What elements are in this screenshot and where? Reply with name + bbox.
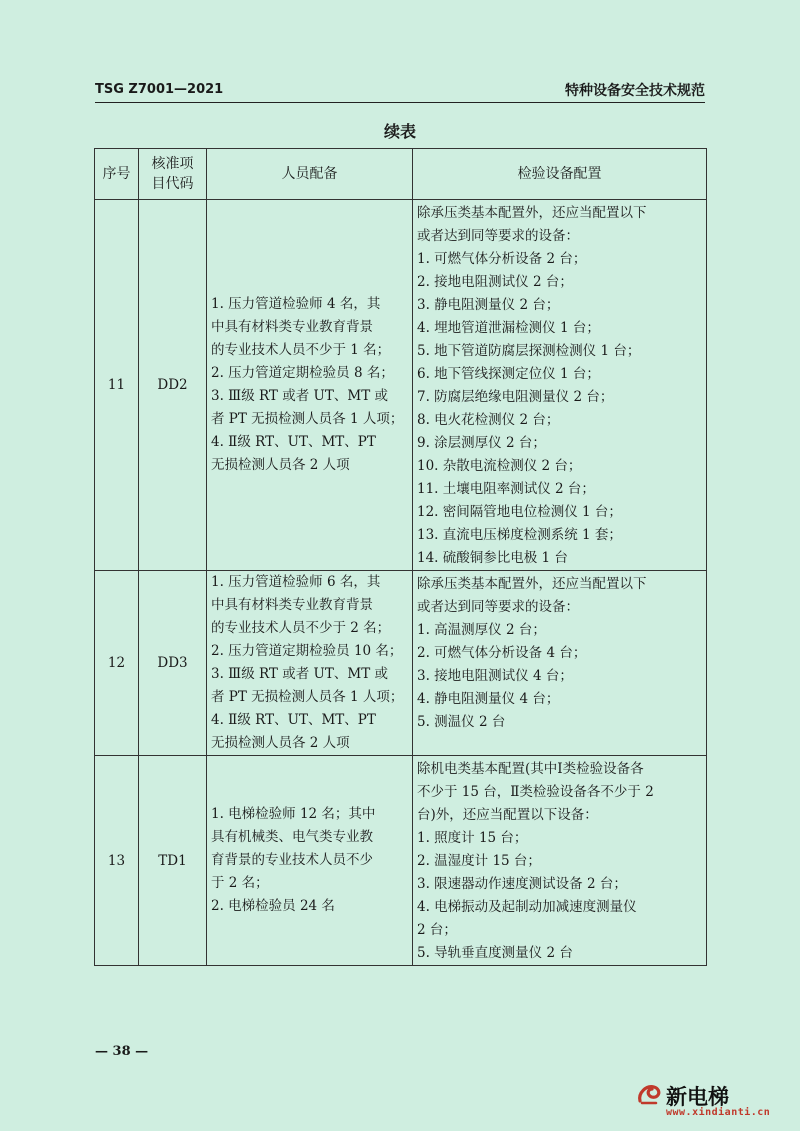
table-row <box>95 200 707 571</box>
equipment-line: 1. 可燃气体分析设备 2 台； <box>417 251 587 267</box>
equipment-line: 1. 照度计 15 台； <box>417 830 528 846</box>
equipment-line: 或者达到同等要求的设备： <box>417 228 579 244</box>
equipment-line: 3. 接地电阻测试仪 4 台； <box>417 668 573 684</box>
equipment-line: 4. 电梯振动及起制动加减速度测量仪 <box>417 899 637 915</box>
staff-line: 于 2 名； <box>211 875 269 891</box>
staff-line: 无损检测人员各 2 人项 <box>211 457 350 473</box>
staff-line: 的专业技术人员不少于 2 名； <box>211 620 391 636</box>
staff-line: 4. Ⅱ级 RT、UT、MT、PT <box>211 712 376 728</box>
equipment-requirements <box>413 571 707 756</box>
row-index: 13 <box>95 756 139 966</box>
brand-name: 新电梯 <box>666 1085 729 1109</box>
row-code: DD3 <box>139 571 207 756</box>
row-index: 12 <box>95 571 139 756</box>
staff-line: 者 PT 无损检测人员各 1 人项； <box>211 689 404 705</box>
staff-line: 3. Ⅲ级 RT 或者 UT、MT 或 <box>211 388 388 404</box>
staff-line: 无损检测人员各 2 人项 <box>211 735 350 751</box>
staff-line: 1. 电梯检验师 12 名；其中 <box>211 806 376 822</box>
equipment-line: 8. 电火花检测仪 2 台； <box>417 412 560 428</box>
equipment-line: 7. 防腐层绝缘电阻测量仪 2 台； <box>417 389 614 405</box>
header-staff: 人员配备 <box>207 149 413 200</box>
equipment-line: 2 台； <box>417 922 457 938</box>
document-series: 特种设备安全技术规范 <box>565 83 705 99</box>
equipment-line: 9. 涂层测厚仪 2 台； <box>417 435 546 451</box>
table-title: 续表 <box>383 122 416 141</box>
staff-line: 者 PT 无损检测人员各 1 人项； <box>211 411 404 427</box>
equipment-line: 除承压类基本配置外，还应当配置以下 <box>417 205 647 221</box>
equipment-line: 或者达到同等要求的设备： <box>417 599 579 615</box>
document-code: TSG Z7001—2021 <box>95 82 224 97</box>
equipment-line: 14. 硫酸铜参比电极 1 台 <box>417 550 568 566</box>
equipment-line: 5. 导轨垂直度测量仪 2 台 <box>417 945 573 961</box>
staff-requirements <box>207 756 413 966</box>
header-index: 序号 <box>95 149 139 200</box>
equipment-line: 2. 接地电阻测试仪 2 台； <box>417 274 573 290</box>
equipment-line: 不少于 15 台，Ⅱ类检验设备各不少于 2 <box>417 784 654 800</box>
staff-requirements <box>207 571 413 756</box>
page-number: — 38 — <box>95 1044 149 1059</box>
staff-line: 1. 压力管道检验师 4 名，其 <box>211 296 381 312</box>
row-code: TD1 <box>139 756 207 966</box>
equipment-line: 5. 测温仪 2 台 <box>417 714 506 730</box>
header-rule <box>95 102 705 103</box>
brand-url: www.xindianti.cn <box>666 1107 771 1118</box>
equipment-line: 除承压类基本配置外，还应当配置以下 <box>417 576 647 592</box>
equipment-line: 3. 限速器动作速度测试设备 2 台； <box>417 876 627 892</box>
staff-line: 中具有材料类专业教育背景 <box>211 319 373 335</box>
equipment-line: 10. 杂散电流检测仪 2 台； <box>417 458 582 474</box>
brand-logo <box>636 1081 786 1119</box>
staff-line: 具有机械类、电气类专业教 <box>211 829 373 845</box>
equipment-requirements <box>413 756 707 966</box>
table-header-row <box>95 149 707 200</box>
equipment-line: 除机电类基本配置(其中Ⅰ类检验设备各 <box>417 761 644 777</box>
staff-line: 育背景的专业技术人员不少 <box>211 852 373 868</box>
equipment-line: 3. 静电阻测量仪 2 台； <box>417 297 560 313</box>
row-code: DD2 <box>139 200 207 571</box>
staff-line: 1. 压力管道检验师 6 名，其 <box>211 574 381 590</box>
staff-line: 的专业技术人员不少于 1 名； <box>211 342 391 358</box>
row-index: 11 <box>95 200 139 571</box>
table-row <box>95 571 707 756</box>
equipment-line: 2. 可燃气体分析设备 4 台； <box>417 645 587 661</box>
equipment-line: 12. 密间隔管地电位检测仪 1 台； <box>417 504 622 520</box>
header-equipment: 检验设备配置 <box>413 149 707 200</box>
equipment-line: 2. 温湿度计 15 台； <box>417 853 541 869</box>
staff-line: 2. 压力管道定期检验员 10 名； <box>211 643 403 659</box>
equipment-line: 11. 土壤电阻率测试仪 2 台； <box>417 481 595 497</box>
equipment-line: 1. 高温测厚仪 2 台； <box>417 622 546 638</box>
table-row <box>95 756 707 966</box>
staff-line: 2. 压力管道定期检验员 8 名； <box>211 365 394 381</box>
staff-requirements <box>207 200 413 571</box>
equipment-line: 4. 埋地管道泄漏检测仪 1 台； <box>417 320 600 336</box>
equipment-staff-table <box>94 148 707 966</box>
equipment-line: 6. 地下管线探测定位仪 1 台； <box>417 366 600 382</box>
staff-line: 2. 电梯检验员 24 名 <box>211 898 335 914</box>
staff-line: 4. Ⅱ级 RT、UT、MT、PT <box>211 434 376 450</box>
equipment-line: 13. 直流电压梯度检测系统 1 套； <box>417 527 622 543</box>
equipment-line: 5. 地下管道防腐层探测检测仪 1 台； <box>417 343 641 359</box>
header-code: 核准项 目代码 <box>139 149 207 200</box>
staff-line: 中具有材料类专业教育背景 <box>211 597 373 613</box>
page-header <box>95 78 705 100</box>
elevator-logo-icon <box>636 1081 662 1107</box>
staff-line: 3. Ⅲ级 RT 或者 UT、MT 或 <box>211 666 388 682</box>
equipment-requirements <box>413 200 707 571</box>
equipment-line: 4. 静电阻测量仪 4 台； <box>417 691 560 707</box>
equipment-line: 台)外，还应当配置以下设备： <box>417 807 598 823</box>
